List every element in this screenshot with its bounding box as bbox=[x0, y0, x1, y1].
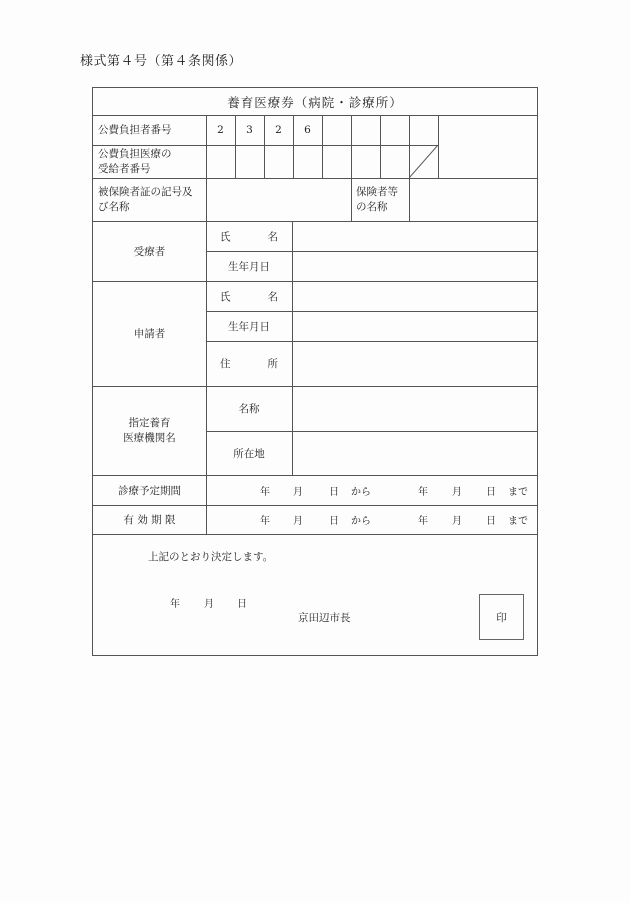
label-char: 氏 bbox=[220, 230, 231, 243]
label-char: 氏 bbox=[220, 290, 231, 303]
applicant-dob-label: 生年月日 bbox=[228, 320, 270, 333]
public-payer-digit[interactable] bbox=[351, 115, 380, 145]
divider bbox=[438, 115, 439, 178]
date-unit: まで bbox=[508, 486, 528, 498]
label-char: 名 bbox=[267, 290, 278, 303]
date-unit: 年 bbox=[418, 516, 428, 527]
public-payer-label: 公費負担者番号 bbox=[98, 123, 172, 136]
recipient-digit[interactable] bbox=[322, 145, 351, 178]
issuer-title: 京田辺市長 bbox=[298, 611, 351, 624]
patient-dob-label: 生年月日 bbox=[228, 260, 270, 273]
public-payer-digit[interactable]: 2 bbox=[275, 124, 282, 136]
public-payer-digit[interactable] bbox=[409, 115, 438, 145]
seal-box: 印 bbox=[479, 594, 524, 640]
public-payer-digit[interactable]: 3 bbox=[246, 124, 253, 136]
recipient-number-label-line1: 公費負担医療の bbox=[98, 147, 172, 160]
applicant-address-field[interactable] bbox=[292, 341, 537, 386]
treatment-period-label: 診療予定期間 bbox=[118, 484, 181, 497]
date-unit: 月 bbox=[452, 486, 462, 498]
decision-day: 日 bbox=[237, 598, 247, 610]
institution-label bbox=[93, 386, 206, 475]
institution-location-label: 所在地 bbox=[233, 447, 265, 460]
insurance-card-label bbox=[93, 178, 206, 221]
medical-voucher-form bbox=[92, 87, 538, 656]
date-unit: 月 bbox=[452, 516, 462, 527]
decision-month: 月 bbox=[204, 598, 214, 610]
recipient-digit[interactable] bbox=[206, 145, 235, 178]
decision-statement: 上記のとおり決定します。 bbox=[148, 550, 274, 563]
date-unit: から bbox=[351, 516, 371, 527]
form-number: 様式第４号（第４条関係） bbox=[80, 54, 243, 69]
insurance-card-label-line1: 被保険者証の記号及 bbox=[98, 185, 193, 198]
slash-mark bbox=[409, 145, 438, 178]
applicant-label: 申請者 bbox=[133, 328, 166, 340]
date-unit: まで bbox=[508, 516, 528, 527]
insurance-card-field[interactable] bbox=[206, 178, 351, 221]
date-unit: から bbox=[351, 486, 371, 498]
recipient-digit[interactable] bbox=[264, 145, 293, 178]
label-char: 名 bbox=[267, 230, 278, 243]
label-char: 住 bbox=[220, 358, 231, 370]
recipient-digit[interactable] bbox=[293, 145, 322, 178]
recipient-digit[interactable] bbox=[351, 145, 380, 178]
public-payer-digit[interactable]: 6 bbox=[304, 124, 311, 136]
recipient-digit[interactable] bbox=[380, 145, 409, 178]
public-payer-digit[interactable]: 2 bbox=[217, 124, 224, 136]
treatment-period-field[interactable] bbox=[206, 475, 537, 505]
institution-label-line2: 医療機関名 bbox=[123, 431, 176, 444]
date-unit: 年 bbox=[418, 486, 428, 498]
applicant-name-label bbox=[206, 281, 292, 311]
insurer-name-field[interactable] bbox=[409, 178, 537, 221]
date-unit: 日 bbox=[486, 516, 496, 527]
patient-name-field[interactable] bbox=[292, 221, 537, 251]
applicant-address-label bbox=[206, 341, 292, 386]
date-unit: 日 bbox=[486, 486, 496, 498]
recipient-digit[interactable] bbox=[235, 145, 264, 178]
institution-location-field[interactable] bbox=[292, 431, 537, 475]
date-unit: 年 bbox=[260, 516, 270, 527]
validity-period-field[interactable] bbox=[206, 505, 537, 534]
form-title: 養育医療券（病院・診療所） bbox=[227, 94, 403, 110]
applicant-dob-field[interactable] bbox=[292, 311, 537, 341]
decision-year: 年 bbox=[170, 598, 180, 610]
date-unit: 年 bbox=[260, 486, 270, 498]
date-unit: 日 bbox=[329, 486, 339, 498]
public-payer-digit[interactable] bbox=[322, 115, 351, 145]
patient-label: 受療者 bbox=[133, 245, 166, 258]
insurer-name-label-line2: の名称 bbox=[356, 200, 388, 213]
institution-name-label: 名称 bbox=[238, 403, 260, 415]
institution-label-line1: 指定養育 bbox=[128, 416, 171, 429]
recipient-number-label-line2: 受給者番号 bbox=[98, 162, 151, 175]
date-unit: 月 bbox=[293, 486, 303, 498]
patient-name-label bbox=[206, 221, 292, 251]
divider bbox=[93, 534, 537, 535]
applicant-name-field[interactable] bbox=[292, 281, 537, 311]
recipient-number-label bbox=[93, 145, 206, 178]
institution-name-field[interactable] bbox=[292, 386, 537, 431]
label-char: 所 bbox=[267, 358, 278, 370]
public-payer-digit[interactable] bbox=[380, 115, 409, 145]
insurer-name-label-line1: 保険者等 bbox=[356, 185, 398, 198]
patient-dob-field[interactable] bbox=[292, 251, 537, 281]
insurance-card-label-line2: び名称 bbox=[98, 200, 130, 213]
insurer-name-label bbox=[351, 178, 409, 221]
validity-period-label: 有 効 期 限 bbox=[123, 514, 176, 526]
date-unit: 日 bbox=[329, 516, 339, 527]
date-unit: 月 bbox=[293, 516, 303, 527]
